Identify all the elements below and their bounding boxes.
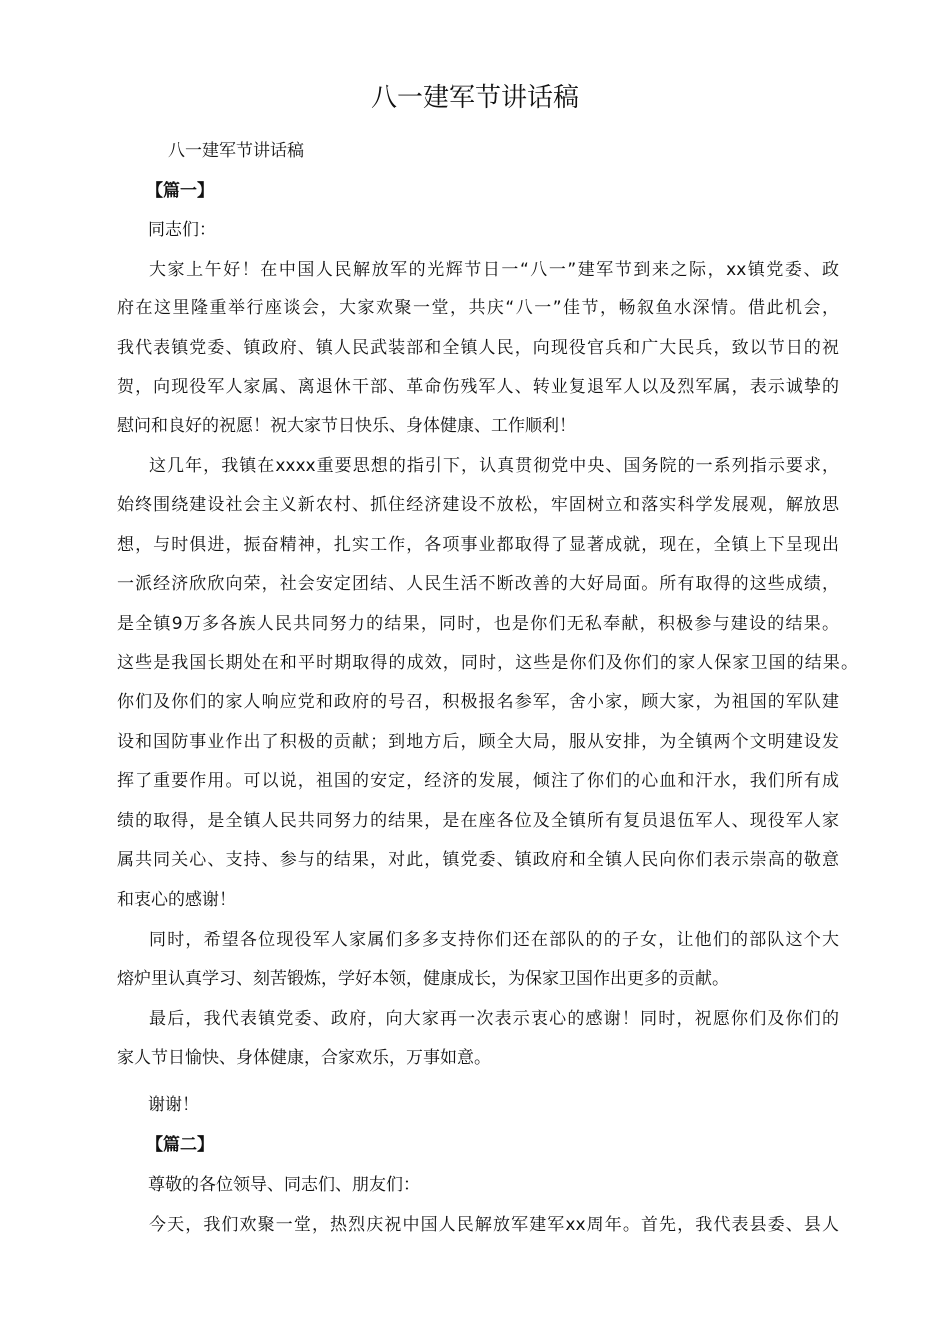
paragraph-line: 今天，我们欢聚一堂，热烈庆祝中国人民解放军建军xx周年。首先，我代表县委、县人 <box>149 1215 839 1235</box>
paragraph-line: 贺，向现役军人家属、离退休干部、革命伤残军人、转业复退军人以及烈军属，表示诚挚的 <box>117 377 839 397</box>
paragraph-line: 设和国防事业作出了积极的贡献；到地方后，顾全大局，服从安排，为全镇两个文明建设发 <box>117 732 839 752</box>
paragraph-line: 我代表镇党委、镇政府、镇人民武装部和全镇人民，向现役官兵和广大民兵，致以节日的祝 <box>117 338 839 358</box>
section-heading-1: 【篇一】 <box>146 181 214 201</box>
closing-text: 谢谢！ <box>148 1095 199 1115</box>
paragraph-line: 慰问和良好的祝愿！祝大家节日快乐、身体健康、工作顺利！ <box>117 416 576 436</box>
paragraph-line: 绩的取得，是全镇人民共同努力的结果，是在座各位及全镇所有复员退伍军人、现役军人家 <box>117 811 839 831</box>
paragraph-line: 始终围绕建设社会主义新农村、抓住经济建设不放松，牢固树立和落实科学发展观，解放思 <box>117 495 839 515</box>
paragraph-line: 大家上午好！在中国人民解放军的光辉节日一“八一”建军节到来之际，xx镇党委、政 <box>149 260 839 280</box>
paragraph-line: 一派经济欣欣向荣，社会安定团结、人民生活不断改善的大好局面。所有取得的这些成绩， <box>117 574 839 594</box>
section-heading-2: 【篇二】 <box>146 1135 214 1155</box>
paragraph-line: 府在这里隆重举行座谈会，大家欢聚一堂，共庆“八一”佳节，畅叙鱼水深情。借此机会， <box>117 298 839 318</box>
document-title: 八一建军节讲话稿 <box>370 83 579 113</box>
paragraph-line: 和衷心的感谢！ <box>117 890 236 910</box>
salutation-1: 同志们： <box>148 220 216 240</box>
document-subtitle: 八一建军节讲话稿 <box>168 141 304 161</box>
paragraph-line: 你们及你们的家人响应党和政府的号召，积极报名参军，舍小家，顾大家，为祖国的军队建 <box>117 692 839 712</box>
paragraph-line: 想，与时俱进，振奋精神，扎实工作，各项事业都取得了显著成就，现在，全镇上下呈现出 <box>117 535 839 555</box>
salutation-2: 尊敬的各位领导、同志们、朋友们： <box>148 1175 420 1195</box>
paragraph-line: 这几年，我镇在xxxx重要思想的指引下，认真贯彻党中央、国务院的一系列指示要求， <box>149 456 839 476</box>
paragraph-line: 这些是我国长期处在和平时期取得的成效，同时，这些是你们及你们的家人保家卫国的结果。 <box>117 653 858 673</box>
paragraph-line: 挥了重要作用。可以说，祖国的安定，经济的发展，倾注了你们的心血和汗水，我们所有成 <box>117 771 839 791</box>
paragraph-line: 是全镇9万多各族人民共同努力的结果，同时，也是你们无私奉献，积极参与建设的结果。 <box>117 614 839 634</box>
paragraph-line: 熔炉里认真学习、刻苦锻炼，学好本领，健康成长，为保家卫国作出更多的贡献。 <box>117 969 729 989</box>
paragraph-line: 最后，我代表镇党委、政府，向大家再一次表示衷心的感谢！同时，祝愿你们及你们的 <box>149 1009 839 1029</box>
paragraph-line: 属共同关心、支持、参与的结果，对此，镇党委、镇政府和全镇人民向你们表示崇高的敬意 <box>117 850 839 870</box>
paragraph-line: 同时，希望各位现役军人家属们多多支持你们还在部队的的子女，让他们的部队这个大 <box>149 930 839 950</box>
paragraph-line: 家人节日愉快、身体健康，合家欢乐，万事如意。 <box>117 1048 491 1068</box>
